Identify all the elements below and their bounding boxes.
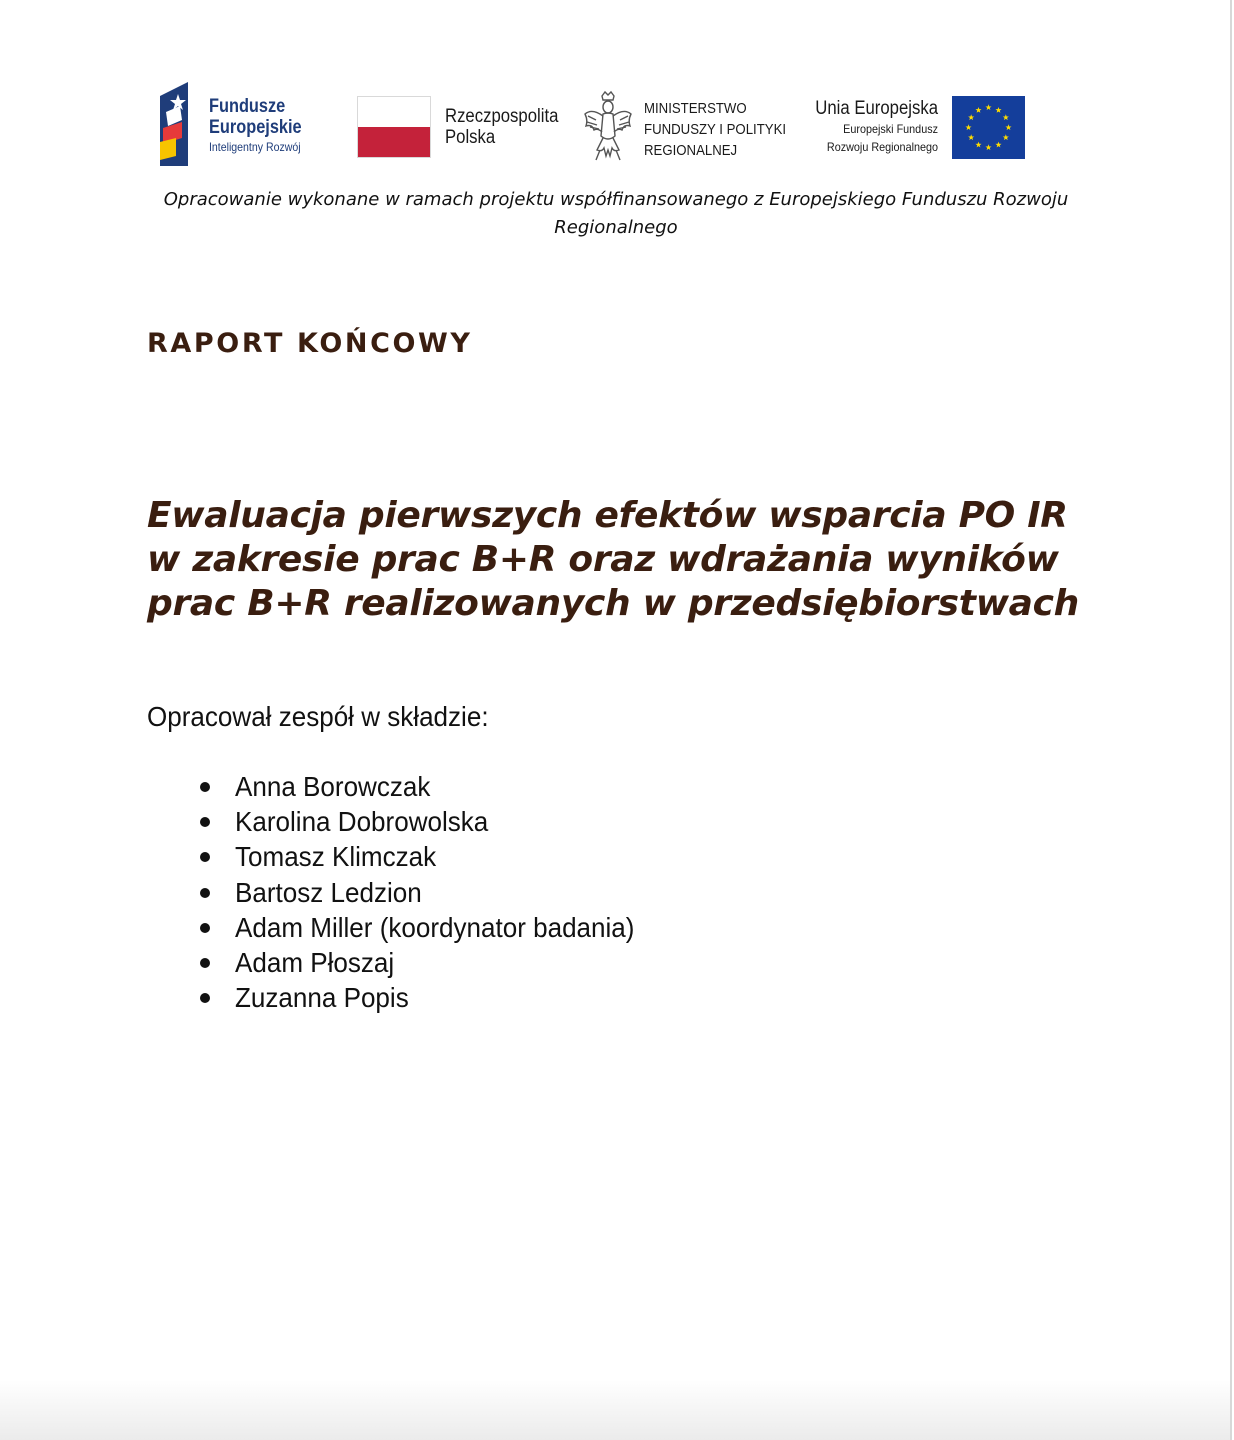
poland-flag-icon [357,96,431,158]
bullet-icon [200,852,210,862]
logo-line: REGIONALNEJ [644,142,738,159]
ministerstwo-logo-text [644,98,805,161]
funding-note: Opracowanie wykonane w ramach projektu współfinansowanego z Europejskiego Funduszu Rozwoju Regionalnego [163,189,1069,238]
bullet-icon [200,782,210,792]
logo-line: Fundusze [209,96,286,117]
logo-line: Europejskie [209,117,302,138]
member-name: Adam Płoszaj [235,946,395,978]
unia-europejska-logo-text [790,98,938,156]
bullet-icon [200,958,210,968]
team-intro: Opracował zespół w składzie: [147,701,489,732]
report-label: RAPORT KOŃCOWY [147,328,473,359]
rzeczpospolita-logo-text [445,106,574,148]
logo-line: Europejski Fundusz [843,122,938,136]
fundusze-europejskie-emblem [160,82,196,166]
bullet-icon [200,993,210,1003]
logo-line: Polska [445,127,496,148]
logo-bar [0,0,1232,180]
logo-line: Inteligentny Rozwój [209,140,301,154]
bullet-icon [200,817,210,827]
member-name: Bartosz Ledzion [235,876,422,908]
polish-eagle-emblem-icon [582,90,634,166]
member-name: Karolina Dobrowolska [235,806,489,838]
bullet-icon [200,923,210,933]
report-title: Ewaluacja pierwszych efektów wsparcia PO IR w zakresie prac B+R oraz wdrażania wyników prac B+R realizowanych w przedsiębiorstwach [147,495,1080,624]
eu-flag-icon [952,96,1025,159]
member-name: Adam Miller (koordynator badania) [235,911,635,943]
logo-line: MINISTERSTWO [644,100,747,117]
logo-line: Rzeczpospolita [445,106,559,127]
logo-line: Unia Europejska [815,98,938,119]
member-name: Anna Borowczak [235,771,431,802]
member-name: Zuzanna Popis [235,982,409,1014]
page-bottom-shade [0,1380,1230,1440]
fundusze-europejskie-logo-text [209,96,317,156]
bullet-icon [200,888,210,898]
logo-line: Rozwoju Regionalnego [826,140,938,154]
logo-line: FUNDUSZY I POLITYKI [644,121,787,138]
member-name: Tomasz Klimczak [235,841,437,873]
